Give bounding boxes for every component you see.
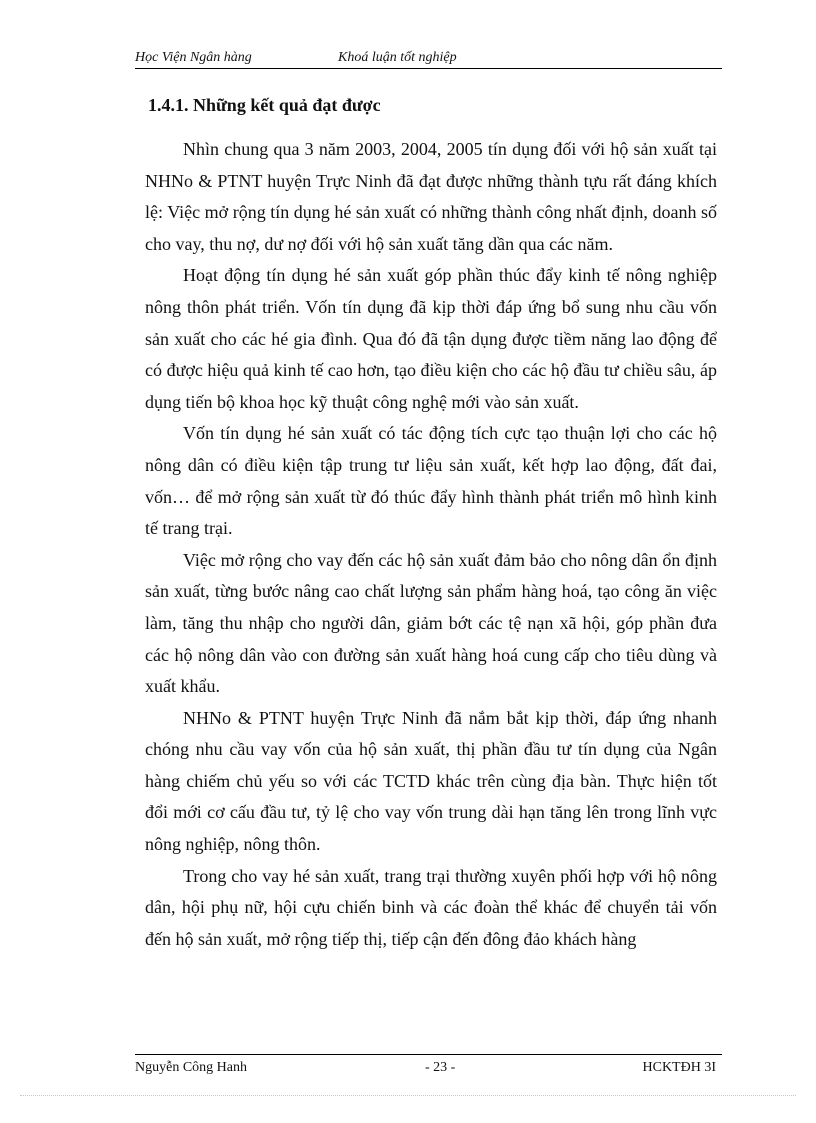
footer-author: Nguyễn Công Hanh (135, 1060, 247, 1075)
section-title: 1.4.1. Những kết quả đạt được (148, 95, 381, 115)
paragraph-2: Hoạt động tín dụng hé sản xuất góp phần thúc đẩy kinh tế nông nghiệp nông thôn phát triển. Vốn tín dụng đã kịp thời đáp ứng bổ sung nhu cầu vốn sản xuất cho các hé gia đình. Qua đó đã tận dụng được tiềm năng lao động để có được hiệu quả kinh tế cao hơn, tạo điều kiện cho các hộ đầu tư chiều sâu, áp dụng tiến bộ khoa học kỹ thuật công nghệ mới vào sản xuất. (145, 265, 717, 412)
page-footer (135, 1054, 722, 1075)
footer-page-number: - 23 - (425, 1060, 456, 1075)
paragraph-4: Việc mở rộng cho vay đến các hộ sản xuất đảm bảo cho nông dân ổn định sản xuất, từng bước nâng cao chất lượng sản phẩm hàng hoá, tạo công ăn việc làm, tăng thu nhập cho người dân, giảm bớt các tệ nạn xã hội, góp phần đưa các hộ nông dân vào con đường sản xuất hàng hoá cung cấp cho tiêu dùng và xuất khẩu. (145, 549, 717, 697)
footer-class: HCKTĐH 3I (642, 1060, 716, 1075)
body-text (145, 134, 717, 955)
page-bottom-divider (20, 1095, 796, 1096)
paragraph-5: NHNo & PTNT huyện Trực Ninh đã nắm bắt kịp thời, đáp ứng nhanh chóng nhu cầu vay vốn của hộ sản xuất, thị phần đầu tư tín dụng của Ngân hàng chiếm chủ yếu so với các TCTD khác trên cùng địa bàn. Thực hiện tốt đổi mới cơ cấu đầu tư, tỷ lệ cho vay vốn trung dài hạn tăng lên trong lĩnh vực nông nghiệp, nông thôn. (145, 707, 717, 855)
paragraph-6: Trong cho vay hé sản xuất, trang trại thường xuyên phối hợp với hộ nông dân, hội phụ nữ, hội cựu chiến binh và các đoàn thể khác để chuyển tải vốn đến hộ sản xuất, mở rộng tiếp thị, tiếp cận đến đông đảo khách hàng (145, 865, 717, 949)
header-school: Học Viện Ngân hàng (135, 50, 252, 65)
paragraph-1: Nhìn chung qua 3 năm 2003, 2004, 2005 tín dụng đối với hộ sản xuất tại NHNo & PTNT huyện Trực Ninh đã đạt được những thành tựu rất đáng khích lệ: Việc mở rộng tín dụng hé sản xuất có những thành công nhất định, doanh số cho vay, thu nợ, dư nợ đối với hộ sản xuất tăng dần qua các năm. (145, 139, 717, 254)
header-doc-type: Khoá luận tốt nghiệp (338, 50, 457, 65)
paragraph-3: Vốn tín dụng hé sản xuất có tác động tích cực tạo thuận lợi cho các hộ nông dân có điều kiện tập trung tư liệu sản xuất, kết hợp lao động, đất đai, vốn… để mở rộng sản xuất từ đó thúc đẩy hình thành phát triển mô hình kinh tế trang trại. (145, 423, 717, 539)
page-header (135, 50, 722, 69)
